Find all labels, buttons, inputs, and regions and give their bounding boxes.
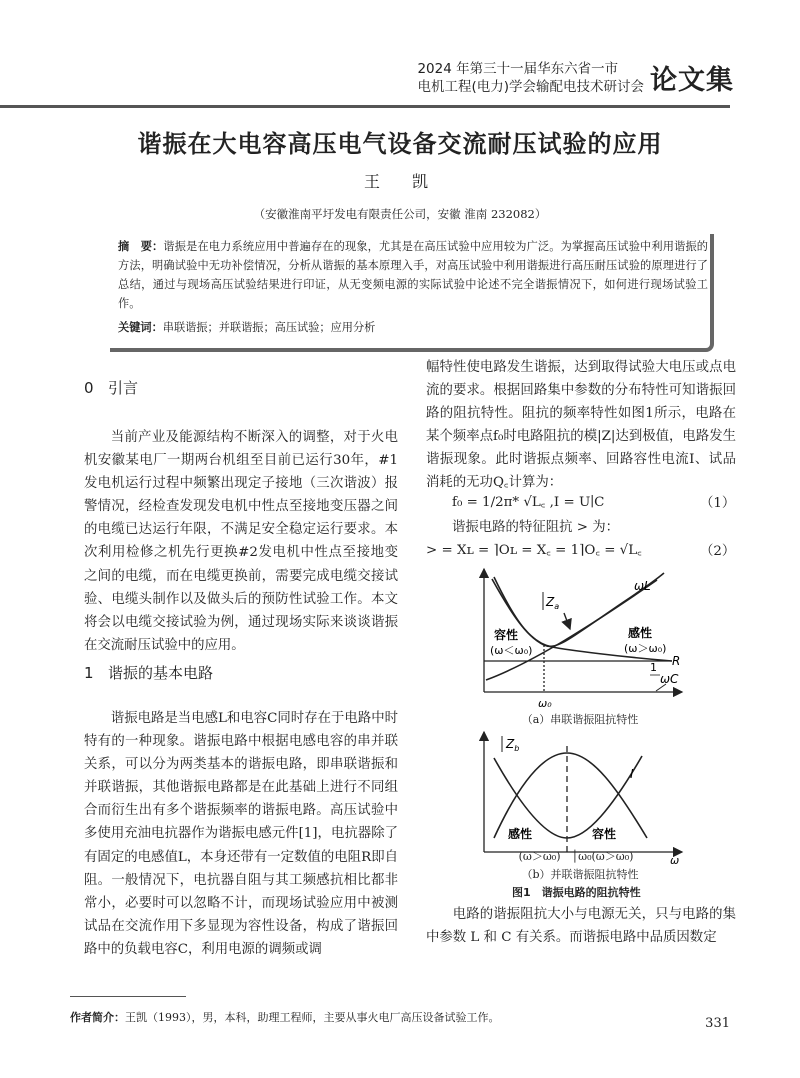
journal-header [417, 58, 734, 97]
figure-b-conditions: (ω＞ω₀) │ω₀(ω＞ω₀) [518, 850, 634, 863]
label-R: R [672, 654, 681, 668]
header-text [417, 60, 644, 96]
label-I: I [630, 767, 634, 781]
label-omegaL: ωL [634, 579, 651, 593]
label-capacitive-b: 容性 [592, 827, 617, 841]
label-Za: $Z_a$ [546, 595, 560, 611]
equation-1-number: （1） [700, 496, 736, 511]
right-top-paragraph [426, 356, 736, 495]
label-cap-cond-a: (ω＜ω₀) [490, 644, 533, 657]
figure-title: 图1 谐振电路的阻抗特性 [512, 886, 641, 899]
label-ind-cond-a: (ω＞ω₀) [624, 642, 667, 655]
footnote-label: 作者简介： [70, 1011, 125, 1024]
section-heading-1 [84, 662, 213, 683]
basic-text: 谐振电路是当电感L和电容C同时存在于电路中时特有的一种现象。谐振电路中根据电感电容的串并联关系，可以分为两类基本的谐振电路，即串联谐振和并联谐振，其他谐振电路都是在此基础上进行不同组合而衍生出有多个谐振频率的谐振电路。高压试验中多使用充油电抗器作为谐振电感元件[1]，电抗器除了有固定的电感值L，本身还带有一定数值的电阻R即自阻。一般情况下，电抗器自阻与其工频感抗相比都非常小，必要时可以忽略不计，而现场试验应用中被测试品在交流作用下多显现为容性设备，构成了谐振回路中的负载电容C，利用电源的调频或调 [84, 711, 398, 957]
abstract [118, 237, 708, 313]
figure-a-series-resonance [472, 565, 692, 710]
label-omega-b: ω [670, 854, 680, 867]
label-omegaC: ωC [660, 672, 679, 686]
author: 王 凯 [363, 172, 436, 191]
z-arrow-a [564, 613, 570, 629]
section-heading-0 [84, 377, 138, 398]
basic-paragraph [84, 707, 398, 961]
abstract-text: 谐振是在电力系统应用中普遍存在的现象，尤其是在高压试验中应用较为广泛。为掌握高压试验中利用谐振的方法，明确试验中无功补偿情况，分析从谐振的基本原理入手，对高压试验中利用谐振进行高压耐压试验的原理进行了总结，通过与现场高压试验结果进行印证，从无变频电源的实际试验中论述不完全谐振情况下，如何进行现场试验工作。 [118, 240, 708, 310]
figure-a-caption: （a）串联谐振阻抗特性 [521, 713, 639, 726]
right-top-text: 幅特性使电路发生谐振，达到取得试验大电压或点电流的要求。根据回路集中参数的分布特性可知谐振回路的阻抗特性。阻抗的频率特性如图1所示，电路在某个频率点f₀时电路阻抗的模|Z|达到极值，电路发生谐振现象。此时谐振点频率、回路容性电流I、试品消耗的无功Q꜀计算为： [426, 360, 736, 491]
section-number: 1 [84, 664, 94, 682]
section-title: 谐振的基本电路 [108, 664, 214, 682]
equation-1: f₀ = 1/2π* √L꜀ ,I = U∣C [452, 495, 605, 510]
abstract-label: 摘 要： [118, 240, 164, 253]
keywords [118, 319, 375, 335]
right-bottom-text: 电路的谐振阻抗大小与电源无关，只与电路的集中参数 L 和 C 有关系。而谐振电路中品质因数定 [426, 907, 736, 946]
affiliation: （安徽淮南平圩发电有限责任公司，安徽 淮南 232082） [253, 207, 547, 221]
header-line2: 电机工程(电力)学会输配电技术研讨会 [417, 78, 644, 95]
footnote-rule [70, 996, 186, 997]
equation-2-intro: 谐振电路的特征阻抗 > 为： [452, 520, 620, 535]
intro-text: 当前产业及能源结构不断深入的调整，对于火电机安徽某电厂一期两台机组至目前已运行30年，#1发电机运行过程中频繁出现定子接地（三次谐波）报警情况，经检查发现发电机中性点至接地变压器之间的电缆已达运行年限，不满足安全稳定运行要求。本次利用检修之机先行更换#2发电机中性点至接地变之间的电缆，而在电缆更换前，需要完成电缆交接试验、电缆头制作以及做头后的预防性试验工作。本文将会以电缆交接试验为例，通过现场实际来谈谈谐振在交流耐压试验中的应用。 [84, 430, 398, 653]
keywords-label: 关键词： [118, 321, 163, 334]
intro-paragraph [84, 426, 398, 657]
header-big-label: 论文集 [650, 65, 734, 96]
figure-b-caption: （b）并联谐振阻抗特性 [521, 868, 639, 881]
equation-2: > = Xʟ = ⌉Oʟ = X꜀ = 1⌉O꜀ = √L꜀ [426, 543, 642, 558]
section-title: 引言 [108, 379, 139, 397]
equation-2-number: （2） [700, 544, 736, 559]
paper-title: 谐振在大电容高压电气设备交流耐压试验的应用 [137, 130, 663, 158]
header-rule [0, 105, 730, 108]
header-line1: 2024 年第三十一届华东六省一市 [417, 60, 619, 77]
footnote [70, 1009, 500, 1025]
section-number: 0 [84, 379, 94, 397]
label-inductive-a: 感性 [628, 626, 653, 640]
label-capacitive-a: 容性 [494, 628, 519, 642]
label-Zb: $Z_b$ [506, 737, 520, 753]
page-number: 331 [705, 1016, 730, 1031]
label-one: 1 [650, 661, 657, 674]
label-inductive-b: 感性 [508, 827, 533, 841]
label-omega0-a: ω₀ [538, 697, 552, 710]
footnote-text: 王凯（1993），男，本科，助理工程师，主要从事火电厂高压设备试验工作。 [125, 1011, 500, 1024]
right-bottom-paragraph [426, 903, 736, 949]
keywords-text: 串联谐振；并联谐振；高压试验；应用分析 [162, 321, 376, 334]
figure-b-parallel-resonance [472, 728, 692, 868]
